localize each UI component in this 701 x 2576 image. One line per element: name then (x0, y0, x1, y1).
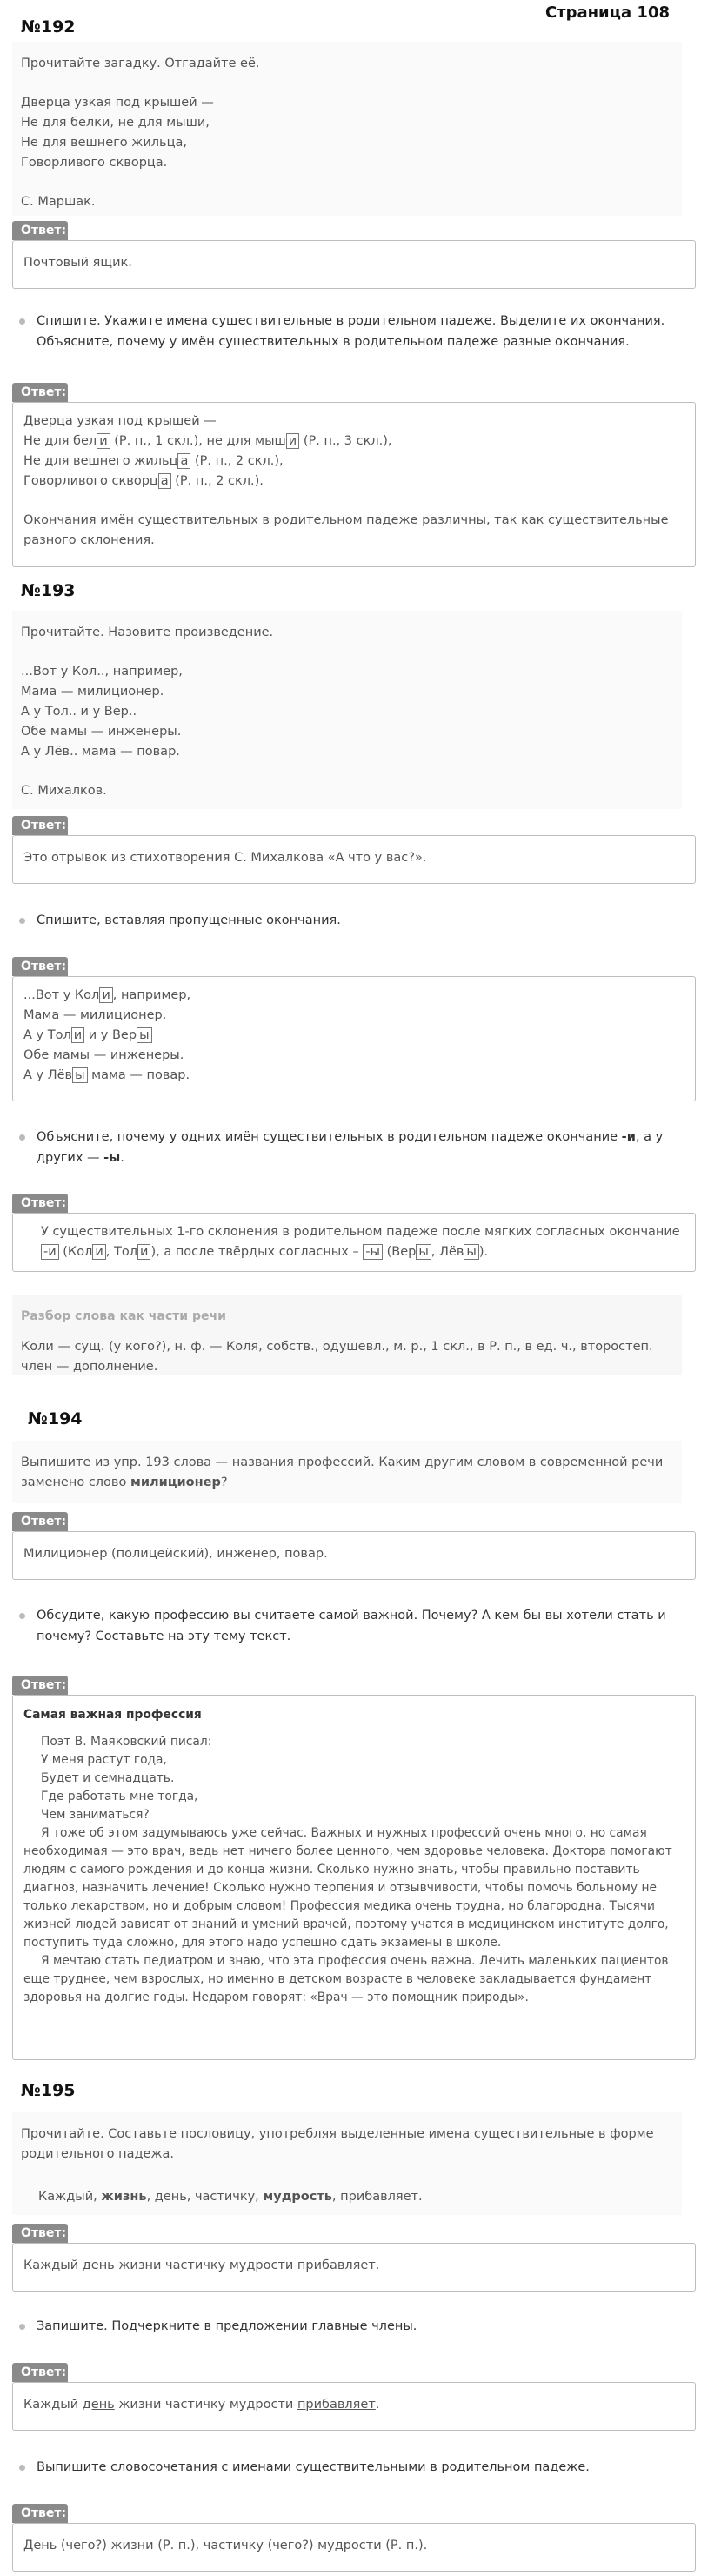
exercise-195-task-box (12, 2112, 682, 2215)
ending-box: ы (464, 1244, 478, 1260)
poem-line: Не для вешнего жильца, (21, 136, 187, 150)
ending-box: ы (137, 1027, 151, 1043)
answer-label: Ответ: (12, 1512, 68, 1531)
word-parse-title: Разбор слова как части речи (21, 1309, 226, 1323)
author: С. Михалков. (21, 784, 107, 798)
answer-line: Не для бел и (Р. п., 1 скл.), не для мыш и (Р. п., 3 скл.), (23, 434, 392, 448)
answer-label: Ответ: (12, 957, 68, 976)
exercise-194-number: №194 (28, 1409, 83, 1429)
answer-box (12, 976, 696, 1101)
exercise-193-number: №193 (21, 581, 76, 600)
answer-box (12, 1213, 696, 1272)
answer-text: Милиционер (полицейский), инженер, повар. (23, 1547, 328, 1561)
answer-box (12, 1695, 696, 2060)
answer-box (12, 2243, 696, 2292)
exercise-195-number: №195 (21, 2081, 76, 2100)
answer-box (12, 2382, 696, 2431)
ending-box: и (71, 1027, 84, 1043)
essay-line: Чем заниматься? (41, 1808, 150, 1822)
task-bullet: Выпишите словосочетания с именами существительными в родительном падеже. (12, 2457, 682, 2478)
ending-box: ы (416, 1244, 431, 1260)
ending-box: -ы (363, 1244, 383, 1260)
answer-text: Каждый день жизни частичку мудрости прибавляет. (23, 2398, 380, 2412)
answer-box (12, 1531, 696, 1580)
ending-box: и (286, 433, 299, 449)
poem-line: Говорливого скворца. (21, 156, 168, 170)
task-text: Прочитайте. Назовите произведение. (21, 626, 274, 639)
essay-line: У меня растут года, (41, 1753, 167, 1767)
word-parse-text: Коли — сущ. (у кого?), н. ф. — Коля, собств., одушевл., м. р., 1 скл., в Р. п., в ед. ч., второстеп. член — дополнение. (21, 1340, 653, 1374)
answer-label: Ответ: (12, 383, 68, 402)
answer-text: Каждый день жизни частичку мудрости прибавляет. (23, 2258, 380, 2272)
page-number: Страница 108 (544, 3, 670, 22)
poem-line: Не для белки, не для мыши, (21, 116, 210, 130)
exercise-194-task-box (12, 1441, 682, 1503)
answer-line: ...Вот у Кол и , например, (23, 988, 191, 1002)
task-bullet: Запишите. Подчеркните в предложении главные члены. (12, 2316, 682, 2337)
essay-paragraph: Я тоже об этом задумываюсь уже сейчас. Важных и нужных профессий очень много, но самая необходимая — это врач, ведь нет ничего более ценного, чем здоровье человека. Доктора помогают людям с самого рождения и до конца жизни. Сколько нужно знать, чтобы правильно поставить диагноз, назначить лечение! Сколько нужно терпения и отзывчивости, чтобы помочь больному не только лекарством, но и добрым словом! Профессия медика очень трудна, но благородна. Тысячи жизней людей зависят от знаний и умений врачей, поэтому учатся в медицинском институте долго, поступить туда сложно, для этого надо успешно сдать экзамены в школе. (23, 1826, 672, 1950)
answer-box (12, 402, 696, 567)
task-text: Прочитайте загадку. Отгадайте её. (21, 57, 260, 70)
poem-line: Обе мамы — инженеры. (21, 725, 182, 739)
answer-label: Ответ: (12, 1194, 68, 1213)
answer-line: А у Лёв ы мама — повар. (23, 1068, 190, 1082)
task-bullet: Объясните, почему у одних имён существительных в родительном падеже окончание -и, а у других — -ы. (12, 1127, 682, 1168)
ending-box: и (99, 987, 112, 1003)
answer-text: Это отрывок из стихотворения С. Михалкова «А что у вас?». (23, 851, 427, 865)
answer-text: Почтовый ящик. (23, 256, 132, 270)
poem-line: А у Лёв.. мама — повар. (21, 745, 180, 759)
answer-line: Не для вешнего жильц а (Р. п., 2 скл.), (23, 454, 284, 468)
exercise-192-number: №192 (21, 17, 76, 37)
essay-line: Где работать мне тогда, (41, 1790, 198, 1803)
task-bullet: Спишите. Укажите имена существительные в родительном падеже. Выделите их окончания. Объясните, почему у имён существительных в родительном падеже разные окончания. (12, 311, 682, 352)
task-bullet: Спишите, вставляя пропущенные окончания. (12, 910, 682, 931)
exercise-193-task-box (12, 611, 682, 809)
answer-label: Ответ: (12, 2504, 68, 2523)
ending-box: и (92, 1244, 105, 1260)
answer-text: У существительных 1-го склонения в родительном падеже после мягких согласных окончание -и (Кол и , Тол и ), а после твёрдых согласных – -ы (Вер ы , Лёв ы ). (41, 1225, 680, 1259)
answer-label: Ответ: (12, 1676, 68, 1695)
answer-label: Ответ: (12, 816, 68, 835)
answer-label: Ответ: (12, 221, 68, 240)
ending-box: а (177, 453, 190, 469)
author: С. Маршак. (21, 195, 96, 209)
essay-paragraph: Я мечтаю стать педиатром и знаю, что эта профессия очень важна. Лечить маленьких пациентов еще труднее, чем взрослых, но именно в детском возрасте в человеке закладывается фундамент здоровья на долгие годы. Недаром говорят: «Врач — это помощник природы». (23, 1954, 669, 2004)
task-bullet: Обсудите, какую профессию вы считаете самой важной. Почему? А кем бы вы хотели стать и почему? Составьте на эту тему текст. (12, 1605, 682, 1647)
poem-line: А у Тол.. и у Вер.. (21, 705, 137, 719)
word-parse-box (12, 1295, 682, 1375)
answer-line: Мама — милиционер. (23, 1008, 167, 1022)
answer-label: Ответ: (12, 2224, 68, 2243)
answer-line: Обе мамы — инженеры. (23, 1048, 184, 1062)
task-text: Выпишите из упр. 193 слова — названия профессий. Каким другим словом в современной речи заменено слово милиционер? (21, 1455, 664, 1489)
answer-line: Дверца узкая под крышей — (23, 414, 217, 428)
answer-line: А у Тол и и у Вер ы (23, 1026, 684, 1046)
task-text: Прочитайте. Составьте пословицу, употребляя выделенные имена существительные в форме родительного падежа. (21, 2127, 654, 2161)
answer-label: Ответ: (12, 2363, 68, 2382)
answer-box (12, 835, 696, 884)
ending-box: и (137, 1244, 150, 1260)
ending-box: ы (72, 1067, 87, 1083)
essay-title: Самая важная профессия (23, 1708, 202, 1722)
poem-line: Дверца узкая под крышей — (21, 96, 214, 110)
exercise-192-task-box (12, 42, 682, 216)
poem-line: ...Вот у Кол.., например, (21, 665, 183, 679)
answer-box (12, 240, 696, 289)
ending-box: -и (41, 1244, 59, 1260)
answer-text: День (чего?) жизни (Р. п.), частичку (чего?) мудрости (Р. п.). (23, 2539, 428, 2553)
answer-line: Говорливого скворц а (Р. п., 2 скл.). (23, 474, 264, 488)
ending-box: и (97, 433, 110, 449)
answer-box (12, 2523, 696, 2572)
essay-line: Поэт В. Маяковский писал: (41, 1735, 212, 1749)
answer-explanation: Окончания имён существительных в родительном падеже различны, так как существительные разного склонения. (23, 513, 669, 547)
poem-line: Мама — милиционер. (21, 685, 164, 699)
ending-box: а (158, 473, 171, 489)
essay-line: Будет и семнадцать. (41, 1771, 175, 1785)
word-list: Каждый, жизнь, день, частичку, мудрость, прибавляет. (38, 2190, 423, 2204)
